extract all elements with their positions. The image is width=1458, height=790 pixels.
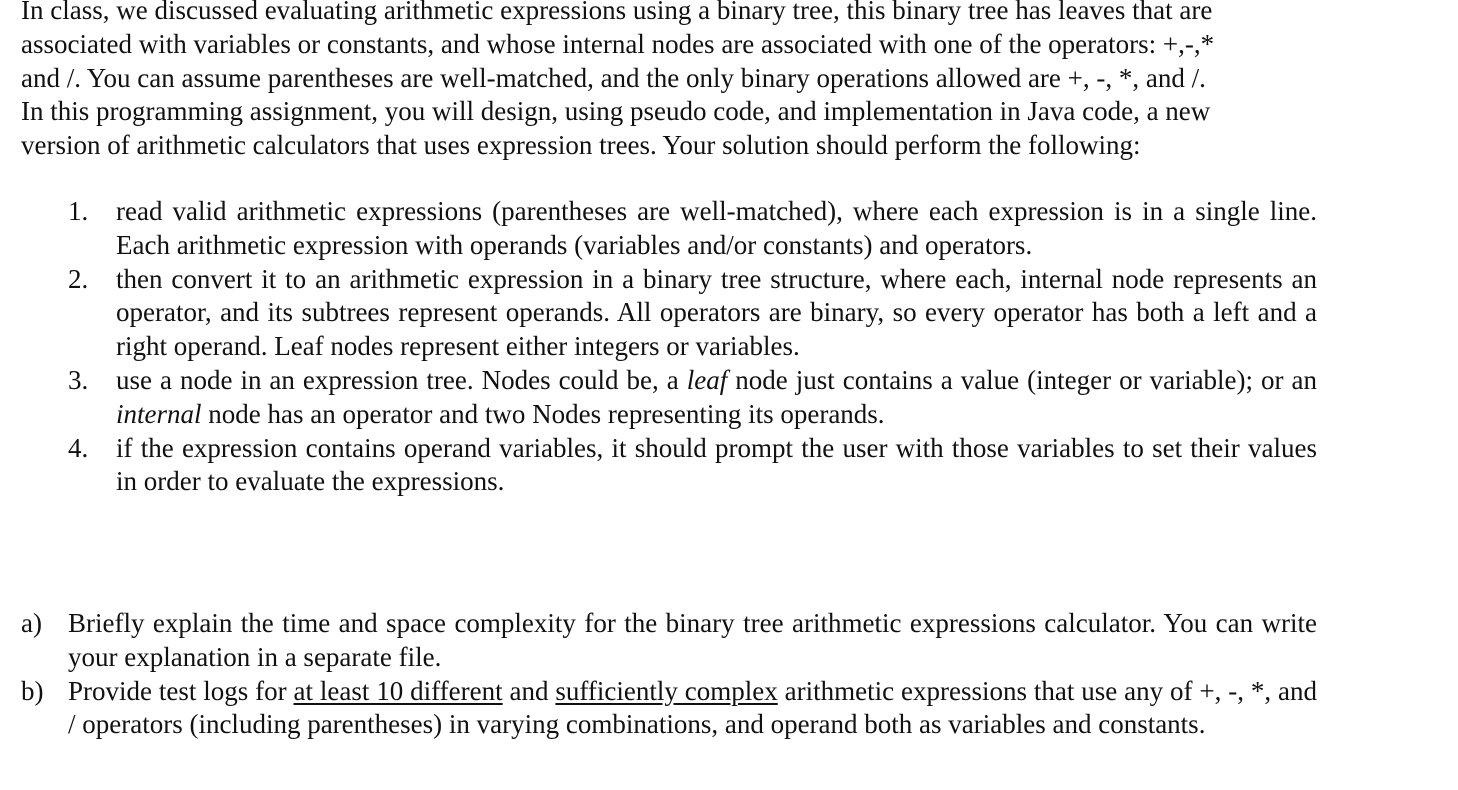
deliverable-item-b: [21, 675, 1317, 743]
underlined-phrase: sufficiently complex: [555, 675, 778, 706]
requirement-text: if the expression contains operand variables, it should prompt the user with those variables to set their values in order to evaluate the expressions.: [116, 432, 1317, 497]
list-letter: b): [21, 675, 44, 706]
list-number: 4.: [68, 432, 89, 463]
requirement-text: read valid arithmetic expressions (parentheses are well-matched), where each expression is in a single line. Each arithmetic expression with operands (variables and/or constants) and operators.: [116, 196, 1317, 260]
list-number: 1.: [68, 196, 89, 226]
requirement-item-2: [21, 263, 1317, 364]
text-fragment: arithmetic expressions that use any of +, -, *, and / operators (including parentheses) in varying combinations, and operand both as variables and constants.: [68, 675, 1317, 740]
list-number: 3.: [68, 364, 89, 395]
assignment-text: [21, 0, 1317, 740]
emphasis-leaf: leaf: [686, 364, 728, 395]
deliverables-list: [21, 607, 1317, 742]
underlined-phrase: at least 10 different: [293, 675, 503, 706]
intro-line: version of arithmetic calculators that uses expression trees. Your solution should perform the following:: [21, 130, 1141, 161]
text-fragment: node has an operator and two Nodes representing its operands.: [201, 398, 885, 429]
intro-line: associated with variables or constants, and whose internal nodes are associated with one of the operators: +,-,*: [21, 28, 1215, 59]
text-fragment: use a node in an expression tree. Nodes could be, a: [116, 364, 687, 395]
intro-line: In class, we discussed evaluating arithmetic expressions using a binary tree, this binary tree has leaves that are: [21, 0, 1213, 25]
requirements-list: [21, 195, 1317, 499]
requirement-item-3: [21, 364, 1317, 432]
intro-line: In this programming assignment, you will design, using pseudo code, and implementation in Java code, a new: [21, 96, 1211, 127]
list-number: 2.: [68, 263, 89, 294]
requirement-text: then convert it to an arithmetic expression in a binary tree structure, where each, internal node represents an operator, and its subtrees represent operands. All operators are binary, so every operator has both a left and a right operand. Leaf nodes represent either integers or variables.: [116, 263, 1317, 362]
intro-paragraph: [21, 0, 1317, 163]
text-fragment: Provide test logs for: [68, 675, 294, 706]
deliverable-text: Briefly explain the time and space complexity for the binary tree arithmetic expressions calculator. You can write your explanation in a separate file.: [68, 608, 1317, 672]
requirement-text: [116, 365, 1317, 429]
requirement-item-1: [21, 195, 1317, 263]
intro-line: and /. You can assume parentheses are well-matched, and the only binary operations allowed are +, -, *, and /.: [21, 62, 1206, 93]
emphasis-internal: internal: [116, 398, 202, 429]
list-letter: a): [21, 608, 42, 638]
requirement-item-4: [21, 432, 1317, 500]
text-fragment: and: [502, 675, 556, 706]
text-fragment: node just contains a value (integer or variable); or an: [727, 364, 1317, 395]
deliverable-text: [68, 676, 1317, 740]
deliverable-item-a: [21, 607, 1317, 675]
